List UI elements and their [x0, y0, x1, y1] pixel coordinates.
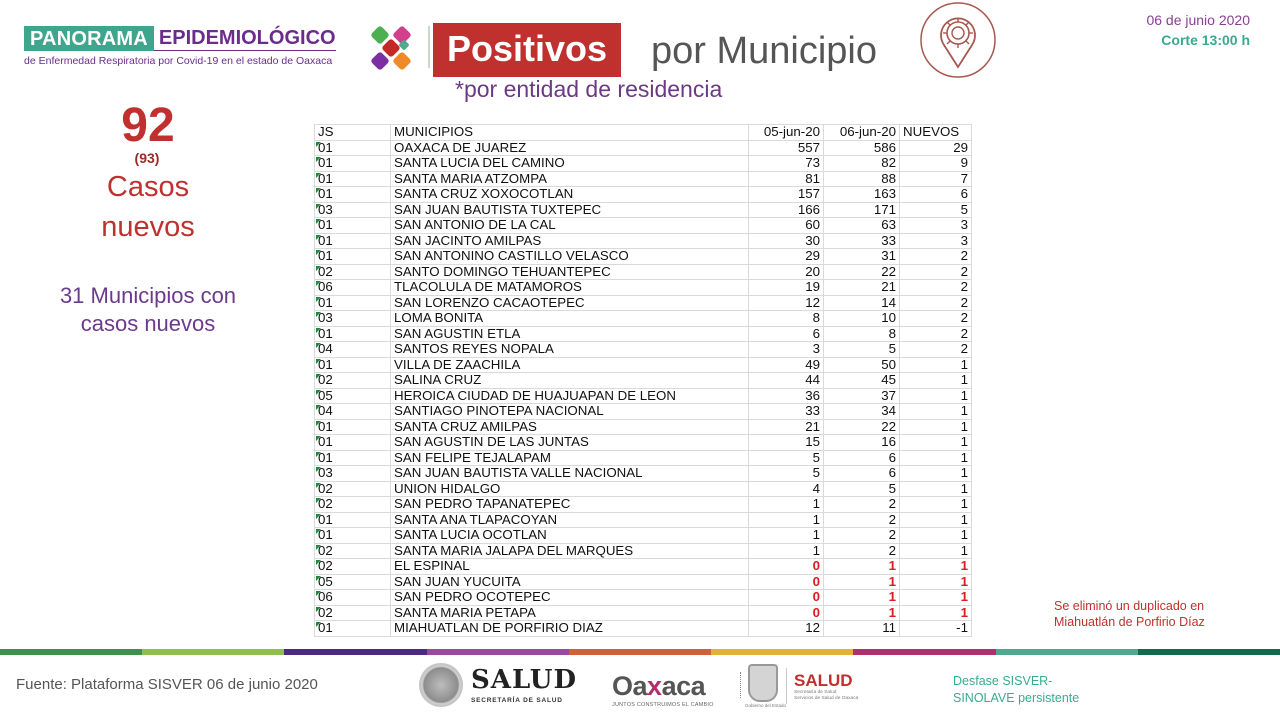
- table-row: [315, 559, 972, 575]
- cell-05-jun: 12: [749, 295, 824, 311]
- cell-municipio: EL ESPINAL: [391, 559, 749, 575]
- cell-06-jun: 1: [824, 574, 900, 590]
- cell-js: 02: [315, 373, 391, 389]
- cell-nuevos: 1: [900, 574, 972, 590]
- table-row: [315, 590, 972, 606]
- cell-06-jun: 2: [824, 528, 900, 544]
- table-row: [315, 202, 972, 218]
- table-row: [315, 311, 972, 327]
- cell-05-jun: 44: [749, 373, 824, 389]
- cell-municipio: VILLA DE ZAACHILA: [391, 357, 749, 373]
- cell-js: 02: [315, 497, 391, 513]
- cell-municipio: SAN FELIPE TEJALAPAM: [391, 450, 749, 466]
- table-row: [315, 388, 972, 404]
- previous-count: (93): [134, 150, 160, 166]
- cell-municipio: LOMA BONITA: [391, 311, 749, 327]
- cell-05-jun: 157: [749, 187, 824, 203]
- cell-06-jun: 586: [824, 140, 900, 156]
- salud-oaxaca-title: SALUD: [794, 671, 853, 690]
- brand-panorama: PANORAMA: [24, 26, 154, 51]
- cell-06-jun: 1: [824, 559, 900, 575]
- cell-nuevos: 1: [900, 419, 972, 435]
- table-row: [315, 171, 972, 187]
- cell-js: 01: [315, 171, 391, 187]
- cell-municipio: SALINA CRUZ: [391, 373, 749, 389]
- cell-06-jun: 33: [824, 233, 900, 249]
- table-row: [315, 497, 972, 513]
- brand-header: [24, 26, 336, 67]
- cell-nuevos: 3: [900, 218, 972, 234]
- cell-06-jun: 31: [824, 249, 900, 265]
- title-divider: [428, 26, 430, 68]
- header-nuevos: NUEVOS: [900, 125, 972, 141]
- cell-municipio: SANTA LUCIA OCOTLAN: [391, 528, 749, 544]
- table-row: [315, 419, 972, 435]
- cell-municipio: MIAHUATLAN DE PORFIRIO DIAZ: [391, 621, 749, 637]
- cell-05-jun: 0: [749, 559, 824, 575]
- cell-municipio: SAN JUAN YUCUITA: [391, 574, 749, 590]
- table-row: [315, 435, 972, 451]
- cell-06-jun: 63: [824, 218, 900, 234]
- cell-nuevos: 1: [900, 605, 972, 621]
- cell-06-jun: 88: [824, 171, 900, 187]
- cell-06-jun: 6: [824, 466, 900, 482]
- color-stripe-segment: [427, 649, 569, 655]
- logo-separator-2: [786, 668, 787, 704]
- cell-05-jun: 6: [749, 326, 824, 342]
- cell-nuevos: 1: [900, 388, 972, 404]
- cell-nuevos: 2: [900, 342, 972, 358]
- cell-05-jun: 73: [749, 156, 824, 172]
- oaxaca-word-x: x: [647, 671, 662, 701]
- table-row: [315, 140, 972, 156]
- table-row: [315, 450, 972, 466]
- cell-municipio: SAN ANTONIO DE LA CAL: [391, 218, 749, 234]
- cell-05-jun: 20: [749, 264, 824, 280]
- cell-nuevos: 1: [900, 450, 972, 466]
- cell-05-jun: 12: [749, 621, 824, 637]
- table-row: [315, 621, 972, 637]
- cell-municipio: SAN AGUSTIN ETLA: [391, 326, 749, 342]
- cell-nuevos: 1: [900, 357, 972, 373]
- cell-nuevos: -1: [900, 621, 972, 637]
- cell-js: 02: [315, 543, 391, 559]
- cell-js: 01: [315, 528, 391, 544]
- cell-05-jun: 0: [749, 574, 824, 590]
- cell-05-jun: 1: [749, 512, 824, 528]
- cell-nuevos: 1: [900, 466, 972, 482]
- cell-js: 02: [315, 264, 391, 280]
- cell-05-jun: 0: [749, 605, 824, 621]
- cell-05-jun: 1: [749, 543, 824, 559]
- cell-municipio: TLACOLULA DE MATAMOROS: [391, 280, 749, 296]
- table-row: [315, 187, 972, 203]
- desfase-note: [953, 673, 1079, 707]
- cell-municipio: SANTA MARIA PETAPA: [391, 605, 749, 621]
- cell-municipio: SAN ANTONINO CASTILLO VELASCO: [391, 249, 749, 265]
- cell-nuevos: 7: [900, 171, 972, 187]
- cell-nuevos: 1: [900, 497, 972, 513]
- cell-municipio: SANTOS REYES NOPALA: [391, 342, 749, 358]
- cell-nuevos: 1: [900, 435, 972, 451]
- cell-js: 02: [315, 605, 391, 621]
- cell-nuevos: 3: [900, 233, 972, 249]
- cell-municipio: SAN JUAN BAUTISTA VALLE NACIONAL: [391, 466, 749, 482]
- cell-nuevos: 1: [900, 543, 972, 559]
- cell-municipio: SAN PEDRO OCOTEPEC: [391, 590, 749, 606]
- cell-nuevos: 1: [900, 512, 972, 528]
- cell-js: 04: [315, 342, 391, 358]
- cell-nuevos: 1: [900, 404, 972, 420]
- cell-06-jun: 163: [824, 187, 900, 203]
- cell-js: 01: [315, 187, 391, 203]
- table-row: [315, 249, 972, 265]
- cell-js: 01: [315, 249, 391, 265]
- cell-js: 01: [315, 512, 391, 528]
- color-stripe-segment: [853, 649, 995, 655]
- table-row: [315, 574, 972, 590]
- cell-nuevos: 1: [900, 528, 972, 544]
- cell-05-jun: 15: [749, 435, 824, 451]
- cell-05-jun: 3: [749, 342, 824, 358]
- color-stripe-segment: [142, 649, 284, 655]
- table-row: [315, 326, 972, 342]
- brand-x-logo-icon: [367, 24, 415, 72]
- table-row: [315, 512, 972, 528]
- cell-05-jun: 5: [749, 450, 824, 466]
- source-text: Fuente: Plataforma SISVER 06 de junio 2020: [16, 676, 318, 693]
- cell-municipio: SANTA LUCIA DEL CAMINO: [391, 156, 749, 172]
- oaxaca-logo: [612, 672, 714, 708]
- table-row: [315, 280, 972, 296]
- cell-nuevos: 9: [900, 156, 972, 172]
- cell-05-jun: 81: [749, 171, 824, 187]
- cell-municipio: UNION HIDALGO: [391, 481, 749, 497]
- cell-js: 01: [315, 233, 391, 249]
- cell-js: 01: [315, 156, 391, 172]
- cell-js: 02: [315, 559, 391, 575]
- cell-js: 05: [315, 574, 391, 590]
- municipios-count-line-2: casos nuevos: [80, 311, 216, 336]
- cell-nuevos: 1: [900, 559, 972, 575]
- cell-nuevos: 5: [900, 202, 972, 218]
- table-row: [315, 295, 972, 311]
- cell-06-jun: 22: [824, 264, 900, 280]
- cell-js: 01: [315, 218, 391, 234]
- cell-06-jun: 34: [824, 404, 900, 420]
- title-note: *por entidad de residencia: [455, 76, 723, 102]
- cell-05-jun: 1: [749, 528, 824, 544]
- cell-js: 02: [315, 481, 391, 497]
- cell-05-jun: 5: [749, 466, 824, 482]
- cell-05-jun: 8: [749, 311, 824, 327]
- table-row: [315, 481, 972, 497]
- cell-06-jun: 171: [824, 202, 900, 218]
- title-highlight: Positivos: [433, 23, 621, 77]
- cutoff-time: Corte 13:00 h: [1161, 32, 1250, 48]
- new-cases-label-1: Casos: [106, 171, 190, 203]
- cell-06-jun: 22: [824, 419, 900, 435]
- color-stripe: [0, 649, 1280, 655]
- cell-municipio: SAN LORENZO CACAOTEPEC: [391, 295, 749, 311]
- cell-js: 05: [315, 388, 391, 404]
- cell-06-jun: 14: [824, 295, 900, 311]
- table-row: [315, 357, 972, 373]
- cell-06-jun: 8: [824, 326, 900, 342]
- cell-nuevos: 2: [900, 264, 972, 280]
- brand-epidemiologico: EPIDEMIOLÓGICO: [154, 26, 336, 51]
- cell-js: 01: [315, 295, 391, 311]
- color-stripe-segment: [996, 649, 1138, 655]
- cell-js: 06: [315, 280, 391, 296]
- cell-municipio: OAXACA DE JUAREZ: [391, 140, 749, 156]
- cell-municipio: SAN AGUSTIN DE LAS JUNTAS: [391, 435, 749, 451]
- cell-municipio: HEROICA CIUDAD DE HUAJUAPAN DE LEON: [391, 388, 749, 404]
- oaxaca-word-post: aca: [661, 671, 706, 701]
- cell-municipio: SAN PEDRO TAPANATEPEC: [391, 497, 749, 513]
- cell-js: 03: [315, 202, 391, 218]
- cell-05-jun: 49: [749, 357, 824, 373]
- oaxaca-slogan: JUNTOS CONSTRUIMOS EL CAMBIO: [612, 702, 714, 708]
- gobierno-label: Gobierno del Estado: [745, 703, 787, 708]
- virus-location-pin-icon: [918, 1, 998, 79]
- cell-municipio: SANTO DOMINGO TEHUANTEPEC: [391, 264, 749, 280]
- cell-06-jun: 21: [824, 280, 900, 296]
- salud-subtitle: SECRETARÍA DE SALUD: [471, 696, 563, 704]
- table-row: [315, 156, 972, 172]
- header-06-jun: 06-jun-20: [824, 125, 900, 141]
- cell-municipio: SANTA CRUZ AMILPAS: [391, 419, 749, 435]
- color-stripe-segment: [711, 649, 853, 655]
- header-municipios: MUNICIPIOS: [391, 125, 749, 141]
- table-row: [315, 404, 972, 420]
- cell-nuevos: 1: [900, 481, 972, 497]
- table-row: [315, 233, 972, 249]
- cell-js: 01: [315, 140, 391, 156]
- duplicate-note-line-2: Miahuatlán de Porfirio Díaz: [1054, 615, 1205, 629]
- cell-06-jun: 10: [824, 311, 900, 327]
- cell-05-jun: 557: [749, 140, 824, 156]
- cell-06-jun: 2: [824, 497, 900, 513]
- cell-06-jun: 6: [824, 450, 900, 466]
- table-row: [315, 466, 972, 482]
- cell-js: 01: [315, 621, 391, 637]
- color-stripe-segment: [1138, 649, 1280, 655]
- cell-06-jun: 5: [824, 481, 900, 497]
- cell-js: 06: [315, 590, 391, 606]
- cell-05-jun: 166: [749, 202, 824, 218]
- cell-js: 01: [315, 357, 391, 373]
- cell-05-jun: 36: [749, 388, 824, 404]
- salud-oaxaca-sub-2: Servicios de Salud de Oaxaca: [794, 696, 859, 701]
- cell-js: 01: [315, 435, 391, 451]
- cell-municipio: SANTA MARIA ATZOMPA: [391, 171, 749, 187]
- new-cases-count: 92: [121, 99, 175, 152]
- table-row: [315, 264, 972, 280]
- salud-oaxaca-sub-1: Secretaría de Salud: [794, 690, 837, 695]
- cell-06-jun: 37: [824, 388, 900, 404]
- desfase-line-1: Desfase SISVER-: [953, 674, 1053, 688]
- cell-05-jun: 19: [749, 280, 824, 296]
- cell-municipio: SANTIAGO PINOTEPA NACIONAL: [391, 404, 749, 420]
- cell-nuevos: 2: [900, 295, 972, 311]
- cell-06-jun: 16: [824, 435, 900, 451]
- cell-nuevos: 2: [900, 249, 972, 265]
- cell-06-jun: 11: [824, 621, 900, 637]
- cell-05-jun: 33: [749, 404, 824, 420]
- cell-06-jun: 45: [824, 373, 900, 389]
- table-row: [315, 528, 972, 544]
- cell-06-jun: 2: [824, 512, 900, 528]
- cell-municipio: SANTA CRUZ XOXOCOTLAN: [391, 187, 749, 203]
- cell-nuevos: 1: [900, 590, 972, 606]
- cell-nuevos: 6: [900, 187, 972, 203]
- oaxaca-word-pre: Oa: [612, 671, 648, 701]
- table-row: [315, 218, 972, 234]
- title-rest: por Municipio: [651, 30, 877, 72]
- cell-06-jun: 2: [824, 543, 900, 559]
- color-stripe-segment: [284, 649, 426, 655]
- cell-nuevos: 2: [900, 280, 972, 296]
- cell-js: 01: [315, 450, 391, 466]
- table-row: [315, 373, 972, 389]
- municipios-count-line-1: 31 Municipios con: [59, 283, 237, 308]
- header-05-jun: 05-jun-20: [749, 125, 824, 141]
- table-row: [315, 605, 972, 621]
- table-header-row: [315, 125, 972, 141]
- positives-table: [314, 124, 972, 637]
- color-stripe-segment: [0, 649, 142, 655]
- report-date: 06 de junio 2020: [1146, 12, 1250, 28]
- cell-06-jun: 1: [824, 605, 900, 621]
- table-row: [315, 543, 972, 559]
- cell-js: 03: [315, 311, 391, 327]
- cell-06-jun: 1: [824, 590, 900, 606]
- summary-panel: [0, 100, 296, 338]
- color-stripe-segment: [569, 649, 711, 655]
- salud-title: SALUD: [471, 664, 578, 695]
- cell-municipio: SAN JACINTO AMILPAS: [391, 233, 749, 249]
- cell-05-jun: 21: [749, 419, 824, 435]
- table-row: [315, 342, 972, 358]
- cell-05-jun: 60: [749, 218, 824, 234]
- new-cases-label-2: nuevos: [101, 211, 195, 243]
- cell-municipio: SAN JUAN BAUTISTA TUXTEPEC: [391, 202, 749, 218]
- cell-nuevos: 2: [900, 326, 972, 342]
- cell-js: 03: [315, 466, 391, 482]
- cell-municipio: SANTA MARIA JALAPA DEL MARQUES: [391, 543, 749, 559]
- logo-separator: [740, 672, 741, 698]
- cell-06-jun: 5: [824, 342, 900, 358]
- desfase-line-2: SINOLAVE persistente: [953, 691, 1080, 705]
- cell-05-jun: 30: [749, 233, 824, 249]
- cell-nuevos: 2: [900, 311, 972, 327]
- cell-js: 01: [315, 326, 391, 342]
- cell-06-jun: 82: [824, 156, 900, 172]
- duplicate-note: [1054, 598, 1205, 630]
- cell-nuevos: 29: [900, 140, 972, 156]
- cell-js: 04: [315, 404, 391, 420]
- cell-05-jun: 0: [749, 590, 824, 606]
- salud-federal-logo: [419, 663, 577, 707]
- cell-05-jun: 1: [749, 497, 824, 513]
- duplicate-note-line-1: Se eliminó un duplicado en: [1054, 599, 1205, 613]
- cell-js: 01: [315, 419, 391, 435]
- cell-nuevos: 1: [900, 373, 972, 389]
- mexico-seal-icon: [419, 663, 463, 707]
- cell-05-jun: 4: [749, 481, 824, 497]
- header-js: JS: [315, 125, 391, 141]
- cell-06-jun: 50: [824, 357, 900, 373]
- oaxaca-shield-icon: [748, 664, 778, 702]
- salud-oaxaca-logo: [794, 672, 858, 702]
- cell-05-jun: 29: [749, 249, 824, 265]
- cell-municipio: SANTA ANA TLAPACOYAN: [391, 512, 749, 528]
- brand-subtitle: de Enfermedad Respiratoria por Covid-19 en el estado de Oaxaca: [24, 55, 333, 67]
